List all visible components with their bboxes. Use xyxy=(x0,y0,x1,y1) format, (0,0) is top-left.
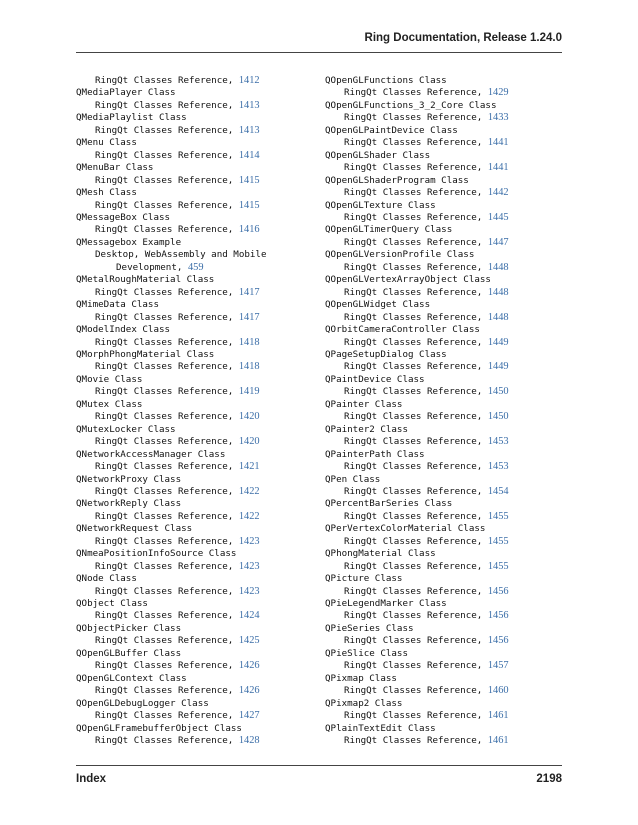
index-entry-label: QPieSeries Class xyxy=(325,622,414,634)
index-entry-label: RingQt Classes Reference, xyxy=(344,261,483,273)
index-term xyxy=(325,324,561,336)
index-entry-label: QNetworkProxy Class xyxy=(76,473,182,485)
index-subentry xyxy=(76,249,312,261)
page-reference-link[interactable]: 1413 xyxy=(238,99,260,111)
index-subentry xyxy=(325,610,561,622)
index-column-left xyxy=(76,75,312,747)
index-entry-label: RingQt Classes Reference, xyxy=(344,510,483,522)
index-entry-label: RingQt Classes Reference, xyxy=(344,735,483,747)
index-entry-label: RingQt Classes Reference, xyxy=(95,461,234,473)
index-entry-label: RingQt Classes Reference, xyxy=(344,236,483,248)
index-subentry xyxy=(325,685,561,697)
index-entry-label: RingQt Classes Reference, xyxy=(344,286,483,298)
index-entry-label: QOpenGLContext Class xyxy=(76,672,187,684)
index-entry-label: RingQt Classes Reference, xyxy=(95,99,234,111)
index-term xyxy=(76,137,312,149)
index-entry-label: RingQt Classes Reference, xyxy=(95,735,234,747)
index-subentry xyxy=(76,287,312,299)
index-entry-label: QNetworkReply Class xyxy=(76,498,182,510)
index-subentry xyxy=(325,262,561,274)
index-term xyxy=(325,75,561,87)
index-subentry xyxy=(76,75,312,87)
index-subentry xyxy=(325,212,561,224)
index-term xyxy=(76,623,312,635)
index-entry-label: QMutex Class xyxy=(76,398,143,410)
index-term xyxy=(76,374,312,386)
index-subentry xyxy=(76,685,312,697)
index-subentry xyxy=(325,337,561,349)
index-entry-label: QMenu Class xyxy=(76,137,137,149)
index-entry-label: QNetworkAccessManager Class xyxy=(76,448,226,460)
index-subentry xyxy=(76,561,312,573)
index-subentry xyxy=(76,411,312,423)
index-subentry xyxy=(76,200,312,212)
index-term xyxy=(325,399,561,411)
index-subentry xyxy=(76,486,312,498)
index-subentry xyxy=(325,635,561,647)
index-subentry xyxy=(325,137,561,149)
index-entry-label: QOpenGLTimerQuery Class xyxy=(325,224,453,236)
index-entry-label: QMessagebox Example xyxy=(76,236,182,248)
index-subentry xyxy=(325,162,561,174)
index-entry-label: QPainter Class xyxy=(325,398,403,410)
index-term xyxy=(325,474,561,486)
index-term xyxy=(325,623,561,635)
index-entry-label: QOpenGLShader Class xyxy=(325,149,431,161)
index-term xyxy=(325,698,561,710)
index-subentry xyxy=(325,87,561,99)
index-term xyxy=(325,648,561,660)
index-column-right xyxy=(325,75,561,747)
index-subentry xyxy=(76,175,312,187)
page-reference-link[interactable]: 1448 xyxy=(487,311,509,323)
index-term xyxy=(76,424,312,436)
index-entry-label: Development, xyxy=(116,261,183,273)
index-term xyxy=(76,299,312,311)
index-entry-label: QMimeData Class xyxy=(76,299,159,311)
index-entry-label: QPlainTextEdit Class xyxy=(325,722,436,734)
index-entry-label: RingQt Classes Reference, xyxy=(344,535,483,547)
index-entry-label: QMenuBar Class xyxy=(76,162,154,174)
index-term xyxy=(76,112,312,124)
index-entry-label: RingQt Classes Reference, xyxy=(344,710,483,722)
footer-section-title: Index xyxy=(76,773,107,785)
index-entry-label: QPhongMaterial Class xyxy=(325,548,436,560)
page-reference-link[interactable]: 1427 xyxy=(238,710,260,722)
index-subentry xyxy=(325,461,561,473)
index-entry-label: RingQt Classes Reference, xyxy=(95,75,234,86)
index-entry-label: RingQt Classes Reference, xyxy=(344,137,483,149)
index-entry-label: QMetalRoughMaterial Class xyxy=(76,274,215,286)
index-term xyxy=(325,249,561,261)
page-reference-link[interactable]: 1450 xyxy=(487,411,509,423)
index-term xyxy=(76,723,312,735)
index-entry-label: QPainter2 Class xyxy=(325,423,408,435)
index-entry-label: QOpenGLDebugLogger Class xyxy=(76,697,209,709)
index-entry-label: QNmeaPositionInfoSource Class xyxy=(76,548,237,560)
index-entry-label: QPageSetupDialog Class xyxy=(325,348,447,360)
index-subentry xyxy=(325,411,561,423)
index-subentry xyxy=(325,237,561,249)
index-term xyxy=(325,200,561,212)
index-entry-label: RingQt Classes Reference, xyxy=(344,585,483,597)
index-entry-label: QPixmap Class xyxy=(325,672,397,684)
index-entry-label: RingQt Classes Reference, xyxy=(95,436,234,448)
index-entry-label: RingQt Classes Reference, xyxy=(344,461,483,473)
index-entry-label: RingQt Classes Reference, xyxy=(344,361,483,373)
page-reference-link[interactable]: 1455 xyxy=(487,510,509,522)
index-term xyxy=(76,212,312,224)
index-entry-label: RingQt Classes Reference, xyxy=(95,535,234,547)
index-subentry xyxy=(325,112,561,124)
index-term xyxy=(76,187,312,199)
index-entry-label: QPainterPath Class xyxy=(325,448,425,460)
index-entry-label: QOpenGLBuffer Class xyxy=(76,647,182,659)
index-term xyxy=(325,424,561,436)
index-term xyxy=(325,374,561,386)
index-entry-label: RingQt Classes Reference, xyxy=(344,660,483,672)
index-entry-label: QPicture Class xyxy=(325,573,403,585)
index-entry-label: QOpenGLWidget Class xyxy=(325,299,431,311)
index-entry-label: RingQt Classes Reference, xyxy=(95,361,234,373)
index-term xyxy=(76,573,312,585)
page-reference-link[interactable]: 1419 xyxy=(238,386,260,398)
index-term xyxy=(76,598,312,610)
index-entry-label: QModelIndex Class xyxy=(76,324,171,336)
index-entry-label: RingQt Classes Reference, xyxy=(95,199,234,211)
header-rule xyxy=(76,52,562,53)
page-reference-link[interactable]: 1418 xyxy=(238,336,260,348)
index-term xyxy=(76,399,312,411)
page-reference-link[interactable]: 1453 xyxy=(487,461,509,473)
page-reference-link[interactable]: 1414 xyxy=(238,149,260,161)
index-entry-label: QMessageBox Class xyxy=(76,211,171,223)
index-term xyxy=(325,548,561,560)
index-entry-label: QOpenGLVersionProfile Class xyxy=(325,249,475,261)
index-subentry xyxy=(76,610,312,622)
index-subentry xyxy=(76,586,312,598)
index-term xyxy=(325,673,561,685)
page-reference-link[interactable]: 1422 xyxy=(238,510,260,522)
index-entry-label: RingQt Classes Reference, xyxy=(95,224,234,236)
index-subentry xyxy=(76,100,312,112)
index-entry-label: RingQt Classes Reference, xyxy=(95,710,234,722)
index-entry-label: RingQt Classes Reference, xyxy=(344,485,483,497)
page-reference-link[interactable]: 1461 xyxy=(487,735,509,747)
page-reference-link[interactable]: 1456 xyxy=(487,635,509,647)
index-entry-label: QOpenGLPaintDevice Class xyxy=(325,124,458,136)
index-entry-label: QNetworkRequest Class xyxy=(76,523,193,535)
index-entry-label: RingQt Classes Reference, xyxy=(344,436,483,448)
page-reference-link[interactable]: 1460 xyxy=(487,685,509,697)
index-entry-label: QOpenGLFramebufferObject Class xyxy=(76,722,242,734)
index-term xyxy=(325,349,561,361)
page-reference-link[interactable]: 1423 xyxy=(238,585,260,597)
index-term xyxy=(76,237,312,249)
index-subentry xyxy=(76,660,312,672)
index-subentry xyxy=(76,536,312,548)
index-entry-label: RingQt Classes Reference, xyxy=(95,610,234,622)
index-subentry xyxy=(325,287,561,299)
page-reference-link[interactable]: 1453 xyxy=(487,436,509,448)
index-subentry xyxy=(325,486,561,498)
page-reference-link[interactable]: 1423 xyxy=(238,560,260,572)
index-entry-label: RingQt Classes Reference, xyxy=(344,610,483,622)
index-term xyxy=(76,698,312,710)
index-entry-label: QMutexLocker Class xyxy=(76,423,176,435)
index-term xyxy=(325,299,561,311)
index-subentry xyxy=(76,224,312,236)
page-reference-link[interactable]: 1417 xyxy=(238,311,260,323)
page-reference-link[interactable]: 1415 xyxy=(238,199,260,211)
index-entry-label: QMesh Class xyxy=(76,187,137,199)
index-term xyxy=(325,175,561,187)
index-term xyxy=(325,573,561,585)
index-entry-label: RingQt Classes Reference, xyxy=(95,411,234,423)
index-entry-label: QMorphPhongMaterial Class xyxy=(76,348,215,360)
page-reference-link[interactable]: 1428 xyxy=(238,735,260,747)
index-entry-label: QPaintDevice Class xyxy=(325,373,425,385)
index-entry-label: QPerVertexColorMaterial Class xyxy=(325,523,486,535)
index-subentry xyxy=(325,561,561,573)
page-reference-link[interactable]: 459 xyxy=(187,261,204,273)
index-entry-label: QOpenGLFunctions Class xyxy=(325,75,447,86)
index-entry-label: RingQt Classes Reference, xyxy=(95,311,234,323)
footer-rule xyxy=(76,765,562,766)
index-term xyxy=(76,449,312,461)
index-entry-label: QOrbitCameraController Class xyxy=(325,324,480,336)
index-subentry xyxy=(76,337,312,349)
index-term xyxy=(325,125,561,137)
index-entry-label: QPixmap2 Class xyxy=(325,697,403,709)
index-term xyxy=(76,324,312,336)
index-subentry xyxy=(325,586,561,598)
page-reference-link[interactable]: 1426 xyxy=(238,660,260,672)
index-subentry xyxy=(76,710,312,722)
index-subentry xyxy=(76,735,312,747)
page-reference-link[interactable]: 1421 xyxy=(238,461,260,473)
index-entry-label: RingQt Classes Reference, xyxy=(95,560,234,572)
index-entry-label: RingQt Classes Reference, xyxy=(344,211,483,223)
index-term xyxy=(325,224,561,236)
index-entry-label: RingQt Classes Reference, xyxy=(344,187,483,199)
index-subentry xyxy=(76,125,312,137)
index-entry-label: RingQt Classes Reference, xyxy=(344,386,483,398)
page-reference-link[interactable]: 1420 xyxy=(238,436,260,448)
index-entry-label: QNode Class xyxy=(76,573,137,585)
index-entry-label: RingQt Classes Reference, xyxy=(95,585,234,597)
page-reference-link[interactable]: 1447 xyxy=(487,236,509,248)
index-entry-label: RingQt Classes Reference, xyxy=(344,685,483,697)
index-term xyxy=(325,274,561,286)
index-subentry xyxy=(76,361,312,373)
index-subentry xyxy=(325,312,561,324)
index-entry-label: RingQt Classes Reference, xyxy=(95,124,234,136)
page-reference-link[interactable]: 1415 xyxy=(238,174,260,186)
page-reference-link[interactable]: 1461 xyxy=(487,710,509,722)
page-reference-link[interactable]: 1426 xyxy=(238,685,260,697)
page-reference-link[interactable]: 1433 xyxy=(487,112,509,124)
index-entry-label: RingQt Classes Reference, xyxy=(95,174,234,186)
index-subentry xyxy=(76,511,312,523)
page-reference-link[interactable]: 1455 xyxy=(487,535,509,547)
page-reference-link[interactable]: 1424 xyxy=(238,610,260,622)
page-reference-link[interactable]: 1441 xyxy=(487,137,509,149)
index-entry-label: QOpenGLTexture Class xyxy=(325,199,436,211)
index-entry-label: RingQt Classes Reference, xyxy=(95,149,234,161)
page-reference-link[interactable]: 1445 xyxy=(487,211,509,223)
index-term xyxy=(325,723,561,735)
index-entry-label: RingQt Classes Reference, xyxy=(95,635,234,647)
index-subentry xyxy=(76,436,312,448)
index-term xyxy=(76,673,312,685)
index-term xyxy=(76,498,312,510)
page-reference-link[interactable]: 1455 xyxy=(487,560,509,572)
index-entry-label: RingQt Classes Reference, xyxy=(95,386,234,398)
footer-page-number: 2198 xyxy=(536,773,562,785)
page-reference-link[interactable]: 1425 xyxy=(238,635,260,647)
page-reference-link[interactable]: 1418 xyxy=(238,361,260,373)
page-reference-link[interactable]: 1420 xyxy=(238,411,260,423)
index-subentry xyxy=(325,536,561,548)
page-reference-link[interactable]: 1441 xyxy=(487,162,509,174)
page-reference-link[interactable]: 1449 xyxy=(487,336,509,348)
index-subentry xyxy=(325,187,561,199)
page-reference-link[interactable]: 1456 xyxy=(487,610,509,622)
index-term xyxy=(76,474,312,486)
index-subentry xyxy=(325,660,561,672)
index-entry-label: RingQt Classes Reference, xyxy=(344,162,483,174)
index-entry-label: QPen Class xyxy=(325,473,381,485)
page-reference-link[interactable]: 1442 xyxy=(487,187,509,199)
index-subentry xyxy=(325,710,561,722)
index-entry-label: RingQt Classes Reference, xyxy=(95,336,234,348)
page-reference-link[interactable]: 1417 xyxy=(238,286,260,298)
index-entry-label: QOpenGLShaderProgram Class xyxy=(325,174,469,186)
index-subentry xyxy=(76,262,312,274)
index-term xyxy=(76,548,312,560)
index-term xyxy=(76,162,312,174)
index-subentry xyxy=(76,461,312,473)
page-reference-link[interactable]: 1416 xyxy=(238,224,260,236)
index-term xyxy=(76,523,312,535)
index-term xyxy=(76,648,312,660)
index-entry-label: RingQt Classes Reference, xyxy=(95,485,234,497)
index-term xyxy=(325,498,561,510)
index-term xyxy=(76,274,312,286)
page-reference-link[interactable]: 1412 xyxy=(238,75,260,86)
page-reference-link[interactable]: 1454 xyxy=(487,485,509,497)
page-reference-link[interactable]: 1413 xyxy=(238,124,260,136)
index-entry-label: Desktop, WebAssembly and Mobile xyxy=(95,249,267,261)
index-term xyxy=(76,87,312,99)
index-entry-label: QObject Class xyxy=(76,598,148,610)
index-entry-label: RingQt Classes Reference, xyxy=(344,112,483,124)
index-subentry xyxy=(325,436,561,448)
page-reference-link[interactable]: 1423 xyxy=(238,535,260,547)
index-entry-label: QObjectPicker Class xyxy=(76,622,182,634)
index-entry-label: RingQt Classes Reference, xyxy=(95,685,234,697)
page-reference-link[interactable]: 1422 xyxy=(238,485,260,497)
page-reference-link[interactable]: 1450 xyxy=(487,386,509,398)
index-subentry xyxy=(76,312,312,324)
index-term xyxy=(325,598,561,610)
index-entry-label: RingQt Classes Reference, xyxy=(344,560,483,572)
index-entry-label: QMediaPlayer Class xyxy=(76,87,176,99)
index-subentry xyxy=(76,386,312,398)
index-entry-label: RingQt Classes Reference, xyxy=(344,635,483,647)
page-reference-link[interactable]: 1429 xyxy=(487,87,509,99)
page-reference-link[interactable]: 1448 xyxy=(487,286,509,298)
page-reference-link[interactable]: 1456 xyxy=(487,585,509,597)
index-term xyxy=(325,100,561,112)
index-entry-label: QOpenGLFunctions_3_2_Core Class xyxy=(325,99,497,111)
page-reference-link[interactable]: 1457 xyxy=(487,660,509,672)
index-subentry xyxy=(325,386,561,398)
page-reference-link[interactable]: 1448 xyxy=(487,261,509,273)
index-term xyxy=(325,523,561,535)
index-term xyxy=(325,449,561,461)
index-entry-label: RingQt Classes Reference, xyxy=(344,311,483,323)
index-subentry xyxy=(76,150,312,162)
index-term xyxy=(325,150,561,162)
index-subentry xyxy=(325,735,561,747)
index-entry-label: QPieSlice Class xyxy=(325,647,408,659)
page-reference-link[interactable]: 1449 xyxy=(487,361,509,373)
index-entry-label: RingQt Classes Reference, xyxy=(344,87,483,99)
index-entry-label: QPercentBarSeries Class xyxy=(325,498,453,510)
index-subentry xyxy=(76,635,312,647)
index-entry-label: RingQt Classes Reference, xyxy=(95,510,234,522)
running-header: Ring Documentation, Release 1.24.0 xyxy=(364,32,562,44)
index-entry-label: QMovie Class xyxy=(76,373,143,385)
index-entry-label: RingQt Classes Reference, xyxy=(344,411,483,423)
index-subentry xyxy=(325,511,561,523)
index-subentry xyxy=(325,361,561,373)
index-entry-label: RingQt Classes Reference, xyxy=(95,286,234,298)
index-entry-label: RingQt Classes Reference, xyxy=(95,660,234,672)
index-entry-label: QOpenGLVertexArrayObject Class xyxy=(325,274,491,286)
index-entry-label: QMediaPlaylist Class xyxy=(76,112,187,124)
index-term xyxy=(76,349,312,361)
index-entry-label: QPieLegendMarker Class xyxy=(325,598,447,610)
index-entry-label: RingQt Classes Reference, xyxy=(344,336,483,348)
